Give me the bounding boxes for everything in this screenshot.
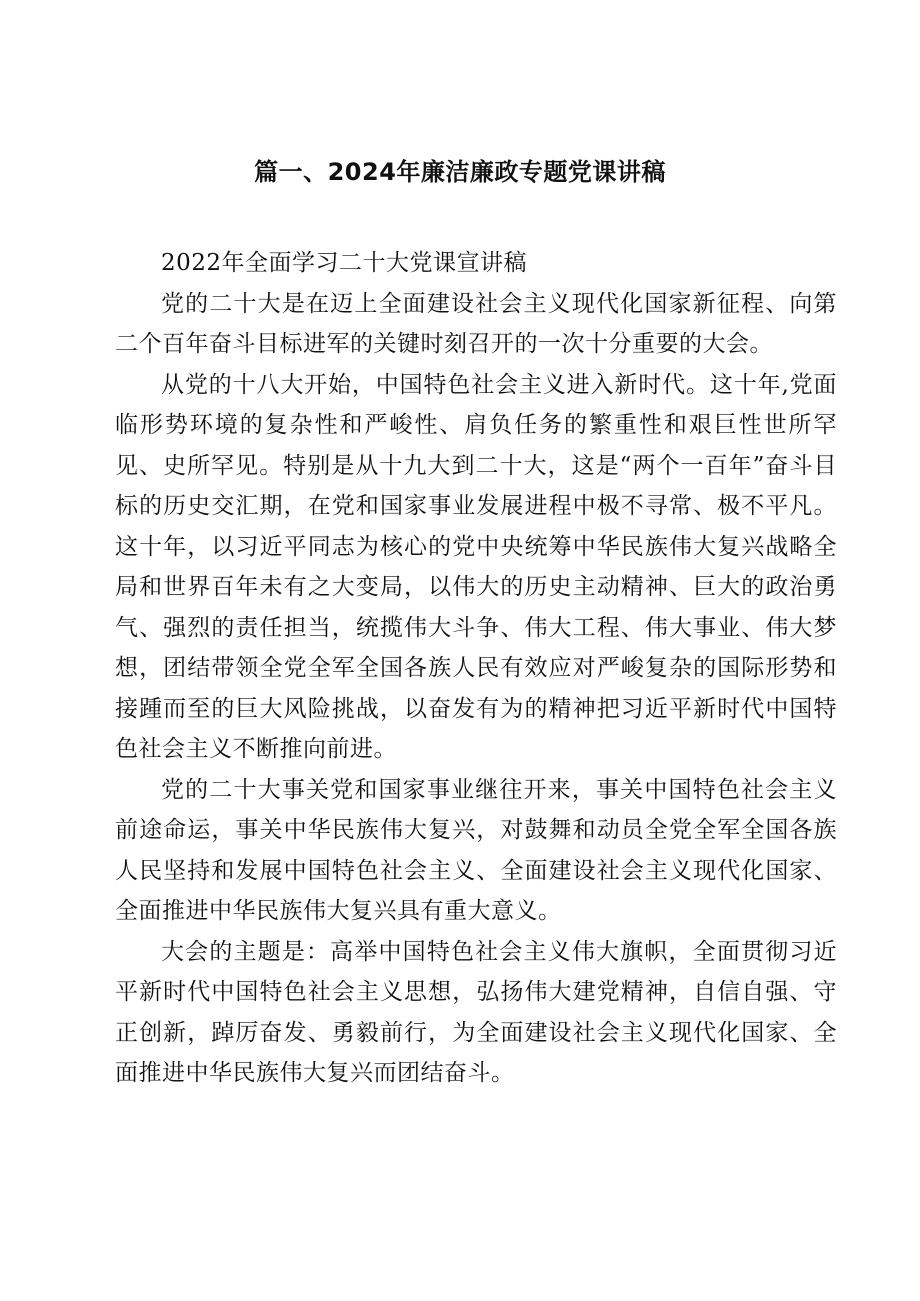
paragraph: 党的二十大事关党和国家事业继往开来，事关中国特色社会主义前途命运，事关中华民族伟大复兴，对鼓舞和动员全党全军全国各族人民坚持和发展中国特色社会主义、全面建设社会主义现代化国家、全面推进中华民族伟大复兴具有重大意义。 [115,776,837,924]
paragraph-subtitle: 2022年全面学习二十大党课宣讲稿 [161,250,528,276]
paragraph: 党的二十大是在迈上全面建设社会主义现代化国家新征程、向第二个百年奋斗目标进军的关键时刻召开的一次十分重要的大会。 [115,290,837,357]
document-body [115,243,837,1094]
paragraph: 从党的十八大开始，中国特色社会主义进入新时代。这十年,党面临形势环境的复杂性和严峻性、肩负任务的繁重性和艰巨性世所罕见、史所罕见。特别是从十九大到二十大，这是“两个一百年”奋斗目标的历史交汇期，在党和国家事业发展进程中极不寻常、极不平凡。这十年，以习近平同志为核心的党中央统筹中华民族伟大复兴战略全局和世界百年未有之大变局，以伟大的历史主动精神、巨大的政治勇气、强烈的责任担当，统揽伟大斗争、伟大工程、伟大事业、伟大梦想，团结带领全党全军全国各族人民有效应对严峻复杂的国际形势和接踵而至的巨大风险挑战，以奋发有为的精神把习近平新时代中国特色社会主义不断推向前进。 [115,371,837,762]
paragraph: 大会的主题是：高举中国特色社会主义伟大旗帜，全面贯彻习近平新时代中国特色社会主义思想，弘扬伟大建党精神，自信自强、守正创新，踔厉奋发、勇毅前行，为全面建设社会主义现代化国家、全面推进中华民族伟大复兴而团结奋斗。 [115,938,837,1086]
document-title: 篇一、2024年廉洁廉政专题党课讲稿 [254,158,666,186]
